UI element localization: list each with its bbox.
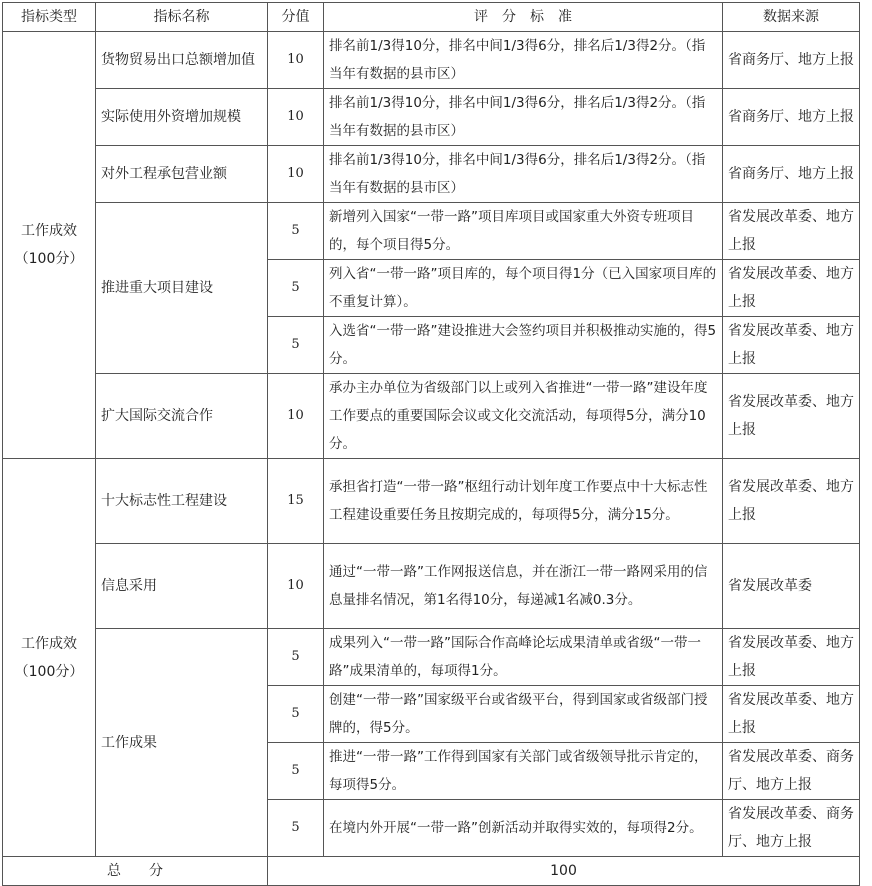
data-source: 省发展改革委、商务厅、地方上报 <box>723 743 860 800</box>
header-type: 指标类型 <box>3 3 96 32</box>
data-source: 省发展改革委、地方上报 <box>723 686 860 743</box>
criteria-text: 排名前1/3得10分，排名中间1/3得6分，排名后1/3得2分。（指当年有数据的县市区） <box>324 146 723 203</box>
score-value: 10 <box>268 374 324 459</box>
criteria-text: 排名前1/3得10分，排名中间1/3得6分，排名后1/3得2分。（指当年有数据的县市区） <box>324 89 723 146</box>
data-source: 省发展改革委、地方上报 <box>723 260 860 317</box>
score-value: 10 <box>268 146 324 203</box>
data-source: 省发展改革委、商务厅、地方上报 <box>723 800 860 857</box>
table-row <box>3 32 860 89</box>
criteria-text: 入选省“一带一路”建设推进大会签约项目并积极推动实施的，得5分。 <box>324 317 723 374</box>
criteria-text: 通过“一带一路”工作网报送信息，并在浙江一带一路网采用的信息量排名情况，第1名得10分，每递减1名减0.3分。 <box>324 544 723 629</box>
table-row <box>3 374 860 459</box>
score-value: 5 <box>268 317 324 374</box>
indicator-name: 十大标志性工程建设 <box>96 459 268 544</box>
score-value: 10 <box>268 544 324 629</box>
indicator-name: 实际使用外资增加规模 <box>96 89 268 146</box>
data-source: 省发展改革委、地方上报 <box>723 203 860 260</box>
criteria-text: 在境内外开展“一带一路”创新活动并取得实效的，每项得2分。 <box>324 800 723 857</box>
data-source: 省发展改革委、地方上报 <box>723 374 860 459</box>
data-source: 省商务厅、地方上报 <box>723 89 860 146</box>
header-criteria: 评 分 标 准 <box>324 3 723 32</box>
total-row <box>3 857 860 886</box>
score-value: 5 <box>268 686 324 743</box>
criteria-text: 承担省打造“一带一路”枢纽行动计划年度工作要点中十大标志性工程建设重要任务且按期完成的，每项得5分，满分15分。 <box>324 459 723 544</box>
criteria-text: 推进“一带一路”工作得到国家有关部门或省级领导批示肯定的，每项得5分。 <box>324 743 723 800</box>
table-row <box>3 89 860 146</box>
indicator-type-label: 工作成效 <box>21 635 77 652</box>
criteria-text: 排名前1/3得10分，排名中间1/3得6分，排名后1/3得2分。（指当年有数据的县市区） <box>324 32 723 89</box>
data-source: 省发展改革委、地方上报 <box>723 459 860 544</box>
scoring-table <box>2 2 860 886</box>
score-value: 5 <box>268 800 324 857</box>
table-row <box>3 459 860 544</box>
indicator-type-points: （100分） <box>14 663 84 680</box>
criteria-text: 成果列入“一带一路”国际合作高峰论坛成果清单或省级“一带一路”成果清单的，每项得1分。 <box>324 629 723 686</box>
criteria-text: 承办主办单位为省级部门以上或列入省推进“一带一路”建设年度工作要点的重要国际会议或文化交流活动，每项得5分，满分10分。 <box>324 374 723 459</box>
total-value: 100 <box>268 857 860 886</box>
total-label: 总 分 <box>3 857 268 886</box>
score-value: 15 <box>268 459 324 544</box>
indicator-name: 扩大国际交流合作 <box>96 374 268 459</box>
indicator-type-label: 工作成效 <box>21 223 77 239</box>
indicator-type-cell <box>3 32 96 459</box>
indicator-name: 工作成果 <box>96 629 268 857</box>
data-source: 省发展改革委、地方上报 <box>723 629 860 686</box>
table-row <box>3 203 860 260</box>
score-value: 5 <box>268 629 324 686</box>
header-row <box>3 3 860 32</box>
score-value: 10 <box>268 32 324 89</box>
criteria-text: 创建“一带一路”国家级平台或省级平台，得到国家或省级部门授牌的，得5分。 <box>324 686 723 743</box>
header-source: 数据来源 <box>723 3 860 32</box>
indicator-type-points: （100分） <box>14 251 84 267</box>
data-source: 省商务厅、地方上报 <box>723 146 860 203</box>
score-value: 5 <box>268 260 324 317</box>
header-score: 分值 <box>268 3 324 32</box>
score-value: 10 <box>268 89 324 146</box>
criteria-text: 列入省“一带一路”项目库的，每个项目得1分（已入国家项目库的不重复计算）。 <box>324 260 723 317</box>
data-source: 省发展改革委 <box>723 544 860 629</box>
indicator-name: 推进重大项目建设 <box>96 203 268 374</box>
table-row <box>3 629 860 686</box>
data-source: 省商务厅、地方上报 <box>723 32 860 89</box>
data-source: 省发展改革委、地方上报 <box>723 317 860 374</box>
indicator-type-cell <box>3 459 96 857</box>
table-row <box>3 146 860 203</box>
score-value: 5 <box>268 203 324 260</box>
table-row <box>3 544 860 629</box>
criteria-text: 新增列入国家“一带一路”项目库项目或国家重大外资专班项目的，每个项目得5分。 <box>324 203 723 260</box>
indicator-name: 信息采用 <box>96 544 268 629</box>
indicator-name: 货物贸易出口总额增加值 <box>96 32 268 89</box>
score-value: 5 <box>268 743 324 800</box>
indicator-name: 对外工程承包营业额 <box>96 146 268 203</box>
header-name: 指标名称 <box>96 3 268 32</box>
